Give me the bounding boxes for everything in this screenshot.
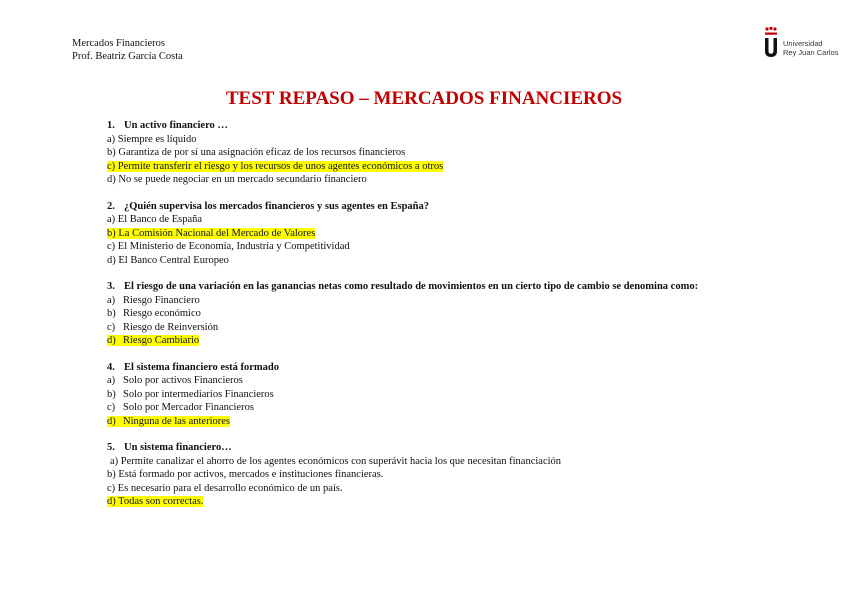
header-info <box>72 37 183 63</box>
option-c: c) Solo por Mercador Financieros <box>107 402 254 413</box>
question-heading <box>107 119 807 133</box>
option-a: a) Permite canalizar el ahorro de los agentes económicos con superávit hacia los que necesitan financiación <box>110 455 562 467</box>
correct-answer-highlight: b) La Comisión Nacional del Mercado de Valores <box>107 227 316 239</box>
option-a: a) El Banco de España <box>107 214 203 225</box>
question-text: El riesgo de una variación en las ganancias netas como resultado de movimientos en un cierto tipo de cambio se denomina como: <box>124 281 699 292</box>
option-a: a) Riesgo Financiero <box>107 294 200 306</box>
course-name: Mercados Financieros <box>72 38 166 49</box>
question-heading <box>107 441 807 455</box>
question-1 <box>107 119 807 187</box>
option-c: c) Riesgo de Reinversión <box>107 321 219 333</box>
question-number: 3. <box>107 281 115 292</box>
option-d-correct <box>107 334 807 348</box>
option-c-correct <box>107 160 807 174</box>
correct-answer-highlight: c) Permite transferir el riesgo y los recursos de unos agentes económicos a otros <box>107 160 444 172</box>
question-list <box>107 119 807 522</box>
correct-answer-highlight: d) Riesgo Cambiario <box>107 335 200 346</box>
university-logo <box>762 26 842 62</box>
correct-answer-highlight: d) Ninguna de las anteriores <box>107 415 231 427</box>
option-b-correct <box>107 227 807 241</box>
option-c: c) Es necesario para el desarrollo económico de un país. <box>107 482 343 494</box>
question-number: 5. <box>107 442 115 453</box>
page-title: TEST REPASO – MERCADOS FINANCIEROS <box>225 88 623 109</box>
question-2 <box>107 200 807 268</box>
option-c: c) El Ministerio de Economía, Industria y Competitividad <box>107 241 350 252</box>
option-b: b) Está formado por activos, mercados e instituciones financieras. <box>107 469 384 480</box>
question-5 <box>107 441 807 509</box>
urjc-logo-icon <box>762 26 780 60</box>
option-d-correct <box>107 415 807 429</box>
option-a: a) Siempre es líquido <box>107 133 197 145</box>
logo-text <box>783 39 838 57</box>
correct-answer-highlight: d) Todas son correctas. <box>107 496 204 507</box>
option-b: b) Garantiza de por sí una asignación eficaz de los recursos financieros <box>107 147 406 158</box>
question-number: 2. <box>107 200 115 212</box>
option-b: b) Solo por intermediarios Financieros <box>107 388 274 400</box>
option-d-correct <box>107 495 807 509</box>
option-d: d) No se puede negociar en un mercado secundario financiero <box>107 174 367 185</box>
question-heading <box>107 200 807 214</box>
option-d: d) El Banco Central Europeo <box>107 254 229 266</box>
logo-line-2: Rey Juan Carlos <box>783 48 839 57</box>
question-heading <box>107 361 807 375</box>
question-3 <box>107 280 807 348</box>
question-4 <box>107 361 807 429</box>
question-text: El sistema financiero está formado <box>124 361 279 373</box>
logo-line-1: Universidad <box>783 39 823 48</box>
question-number: 4. <box>107 361 115 373</box>
professor-name: Prof. Beatriz García Costa <box>72 51 183 62</box>
question-text: ¿Quién supervisa los mercados financieros y sus agentes en España? <box>124 200 430 212</box>
question-heading <box>107 280 807 294</box>
option-a: a) Solo por activos Financieros <box>107 375 243 386</box>
question-text: Un sistema financiero… <box>124 442 232 453</box>
question-number: 1. <box>107 120 115 131</box>
question-text: Un activo financiero … <box>124 120 228 131</box>
option-b: b) Riesgo económico <box>107 308 201 319</box>
